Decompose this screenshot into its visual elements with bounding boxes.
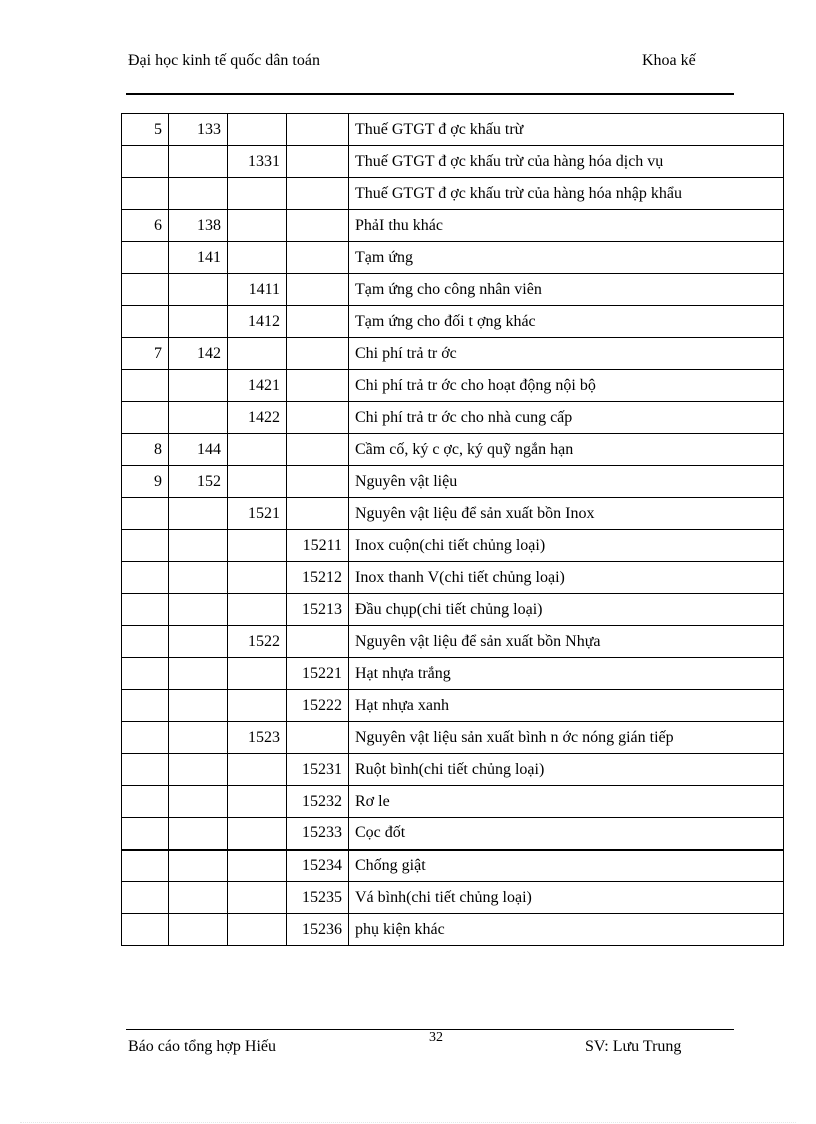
level2-account-cell <box>228 562 287 594</box>
table-row <box>122 626 784 658</box>
account-name-cell: Chống giật <box>349 850 784 882</box>
account-name-cell: Nguyên vật liệu để sản xuất bồn Nhựa <box>349 626 784 658</box>
level2-account-cell <box>228 594 287 626</box>
level1-account-cell <box>169 914 228 946</box>
stt-cell <box>122 562 169 594</box>
stt-cell <box>122 786 169 818</box>
level3-account-cell <box>287 114 349 146</box>
account-name-cell: Nguyên vật liệu để sản xuất bồn Inox <box>349 498 784 530</box>
table-row <box>122 114 784 146</box>
account-name-cell: Tạm ứng <box>349 242 784 274</box>
table-row <box>122 690 784 722</box>
level1-account-cell <box>169 274 228 306</box>
level3-account-cell: 15212 <box>287 562 349 594</box>
level1-account-cell <box>169 594 228 626</box>
level2-account-cell: 1522 <box>228 626 287 658</box>
level1-account-cell: 133 <box>169 114 228 146</box>
account-name-cell: Cầm cố, ký c ợc, ký quỹ ngắn hạn <box>349 434 784 466</box>
account-name-cell: Thuế GTGT đ ợc khấu trừ <box>349 114 784 146</box>
level2-account-cell: 1331 <box>228 146 287 178</box>
table-row <box>122 434 784 466</box>
table-row <box>122 658 784 690</box>
table-row <box>122 146 784 178</box>
table-row <box>122 914 784 946</box>
table-row <box>122 818 784 850</box>
level3-account-cell: 15231 <box>287 754 349 786</box>
stt-cell <box>122 882 169 914</box>
account-name-cell: Hạt nhựa trắng <box>349 658 784 690</box>
level2-account-cell <box>228 690 287 722</box>
level1-account-cell <box>169 850 228 882</box>
level1-account-cell <box>169 498 228 530</box>
account-name-cell: Cọc đốt <box>349 818 784 850</box>
level3-account-cell <box>287 434 349 466</box>
stt-cell <box>122 594 169 626</box>
account-name-cell: Tạm ứng cho công nhân viên <box>349 274 784 306</box>
table-row <box>122 882 784 914</box>
account-name-cell: Ruột bình(chi tiết chủng loại) <box>349 754 784 786</box>
level2-account-cell <box>228 466 287 498</box>
level3-account-cell <box>287 210 349 242</box>
account-name-cell: Chi phí trả tr ớc cho hoạt động nội bộ <box>349 370 784 402</box>
level3-account-cell: 15234 <box>287 850 349 882</box>
header-divider <box>126 93 734 95</box>
stt-cell <box>122 626 169 658</box>
stt-cell: 8 <box>122 434 169 466</box>
table-row <box>122 210 784 242</box>
level3-account-cell <box>287 146 349 178</box>
level3-account-cell <box>287 242 349 274</box>
account-name-cell: Vá bình(chi tiết chủng loại) <box>349 882 784 914</box>
table-row <box>122 722 784 754</box>
level3-account-cell <box>287 466 349 498</box>
level1-account-cell <box>169 818 228 850</box>
table-row <box>122 402 784 434</box>
table-row <box>122 754 784 786</box>
stt-cell <box>122 370 169 402</box>
level2-account-cell <box>228 338 287 370</box>
level2-account-cell: 1412 <box>228 306 287 338</box>
level2-account-cell: 1422 <box>228 402 287 434</box>
table-row <box>122 530 784 562</box>
level1-account-cell <box>169 146 228 178</box>
accounts-table-body <box>122 114 784 946</box>
stt-cell <box>122 754 169 786</box>
level1-account-cell <box>169 786 228 818</box>
level2-account-cell <box>228 914 287 946</box>
table-row <box>122 242 784 274</box>
level2-account-cell <box>228 786 287 818</box>
table-row <box>122 786 784 818</box>
level3-account-cell: 15222 <box>287 690 349 722</box>
stt-cell: 9 <box>122 466 169 498</box>
stt-cell: 6 <box>122 210 169 242</box>
stt-cell <box>122 242 169 274</box>
level3-account-cell <box>287 498 349 530</box>
level1-account-cell <box>169 402 228 434</box>
level3-account-cell: 15236 <box>287 914 349 946</box>
level3-account-cell <box>287 370 349 402</box>
stt-cell <box>122 818 169 850</box>
level1-account-cell: 152 <box>169 466 228 498</box>
table-row <box>122 466 784 498</box>
level3-account-cell <box>287 178 349 210</box>
level3-account-cell: 15221 <box>287 658 349 690</box>
level1-account-cell <box>169 370 228 402</box>
accounts-table <box>121 113 784 946</box>
stt-cell <box>122 146 169 178</box>
level1-account-cell <box>169 306 228 338</box>
page-number: 32 <box>429 1030 443 1045</box>
account-name-cell: phụ kiện khác <box>349 914 784 946</box>
stt-cell <box>122 658 169 690</box>
stt-cell <box>122 914 169 946</box>
account-name-cell: Rơ le <box>349 786 784 818</box>
level3-account-cell <box>287 306 349 338</box>
stt-cell <box>122 530 169 562</box>
level1-account-cell <box>169 722 228 754</box>
level1-account-cell <box>169 690 228 722</box>
table-row <box>122 850 784 882</box>
footer-report-title: Báo cáo tổng hợp Hiếu <box>128 1038 276 1055</box>
level2-account-cell <box>228 114 287 146</box>
level1-account-cell: 141 <box>169 242 228 274</box>
account-name-cell: Chi phí trả tr ớc <box>349 338 784 370</box>
level3-account-cell: 15213 <box>287 594 349 626</box>
account-name-cell: Inox cuộn(chi tiết chủng loại) <box>349 530 784 562</box>
level3-account-cell <box>287 274 349 306</box>
level2-account-cell: 1421 <box>228 370 287 402</box>
level2-account-cell <box>228 818 287 850</box>
level3-account-cell: 15211 <box>287 530 349 562</box>
level2-account-cell <box>228 178 287 210</box>
footer-student-name: SV: Lưu Trung <box>585 1038 682 1055</box>
stt-cell <box>122 274 169 306</box>
level2-account-cell: 1523 <box>228 722 287 754</box>
level1-account-cell <box>169 178 228 210</box>
level2-account-cell <box>228 754 287 786</box>
header-university-title: Đại học kinh tế quốc dân toán <box>128 52 320 69</box>
level3-account-cell <box>287 338 349 370</box>
level2-account-cell <box>228 242 287 274</box>
stt-cell <box>122 850 169 882</box>
level2-account-cell <box>228 434 287 466</box>
level3-account-cell <box>287 626 349 658</box>
stt-cell: 7 <box>122 338 169 370</box>
level2-account-cell <box>228 882 287 914</box>
stt-cell <box>122 690 169 722</box>
account-name-cell: Thuế GTGT đ ợc khấu trừ của hàng hóa dịch vụ <box>349 146 784 178</box>
level1-account-cell: 142 <box>169 338 228 370</box>
account-name-cell: Hạt nhựa xanh <box>349 690 784 722</box>
stt-cell <box>122 306 169 338</box>
level1-account-cell <box>169 562 228 594</box>
table-row <box>122 274 784 306</box>
level2-account-cell: 1411 <box>228 274 287 306</box>
level1-account-cell: 138 <box>169 210 228 242</box>
level2-account-cell <box>228 658 287 690</box>
table-row <box>122 594 784 626</box>
level2-account-cell <box>228 850 287 882</box>
table-row <box>122 338 784 370</box>
level1-account-cell <box>169 626 228 658</box>
level1-account-cell <box>169 754 228 786</box>
account-name-cell: PhảI thu khác <box>349 210 784 242</box>
level1-account-cell <box>169 658 228 690</box>
table-row <box>122 178 784 210</box>
level3-account-cell <box>287 722 349 754</box>
table-row <box>122 306 784 338</box>
account-name-cell: Đầu chụp(chi tiết chủng loại) <box>349 594 784 626</box>
level1-account-cell <box>169 882 228 914</box>
stt-cell <box>122 498 169 530</box>
account-name-cell: Thuế GTGT đ ợc khấu trừ của hàng hóa nhập khẩu <box>349 178 784 210</box>
account-name-cell: Nguyên vật liệu sản xuất bình n ớc nóng gián tiếp <box>349 722 784 754</box>
account-name-cell: Inox thanh V(chi tiết chủng loại) <box>349 562 784 594</box>
table-row <box>122 498 784 530</box>
level1-account-cell <box>169 530 228 562</box>
stt-cell <box>122 722 169 754</box>
account-name-cell: Chi phí trả tr ớc cho nhà cung cấp <box>349 402 784 434</box>
level3-account-cell: 15235 <box>287 882 349 914</box>
table-row <box>122 370 784 402</box>
level3-account-cell <box>287 402 349 434</box>
level3-account-cell: 15233 <box>287 818 349 850</box>
level2-account-cell: 1521 <box>228 498 287 530</box>
level2-account-cell <box>228 530 287 562</box>
level2-account-cell <box>228 210 287 242</box>
account-name-cell: Nguyên vật liệu <box>349 466 784 498</box>
account-name-cell: Tạm ứng cho đối t ợng khác <box>349 306 784 338</box>
level3-account-cell: 15232 <box>287 786 349 818</box>
stt-cell: 5 <box>122 114 169 146</box>
stt-cell <box>122 178 169 210</box>
table-row <box>122 562 784 594</box>
level1-account-cell: 144 <box>169 434 228 466</box>
header-faculty-title: Khoa kế <box>642 52 696 69</box>
stt-cell <box>122 402 169 434</box>
